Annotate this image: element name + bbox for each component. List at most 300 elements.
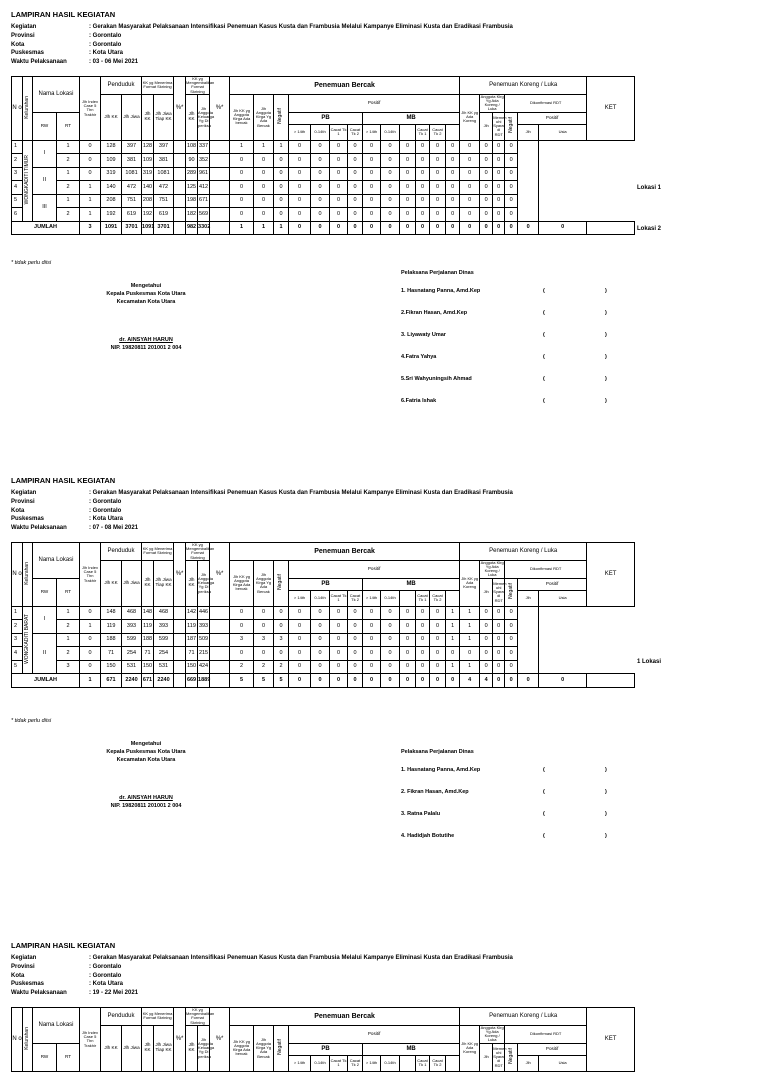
cell: 0 [460, 167, 480, 181]
info-label: Kegiatan [11, 490, 37, 496]
cell: 0 [330, 154, 348, 168]
header-cell: RT [57, 112, 80, 140]
cell: 148 [142, 606, 154, 620]
info-label: Waktu Pelaksanaan [11, 59, 67, 66]
col-negatif: Negatif [274, 1025, 289, 1071]
header-cell: Jlh [480, 1043, 493, 1071]
report-section-1 [11, 10, 761, 445]
pelaksana-name: 4.Fatra Yahya [401, 354, 437, 360]
cell: 0 [430, 221, 446, 235]
cell: 0 [539, 221, 587, 235]
cell: 0 [289, 208, 311, 222]
cell: 0 [80, 647, 101, 661]
pelaksana-item [401, 288, 607, 310]
col-penduduk: Penduduk [101, 1008, 142, 1026]
cell: 0 [274, 181, 289, 195]
cell: 0 [348, 647, 363, 661]
bracket-close: ) [605, 398, 607, 404]
waktu-value: : 03 - 06 Mei 2021 [89, 59, 139, 66]
report-title: LAMPIRAN HASIL KEGIATAN [11, 10, 116, 19]
cell: 0 [363, 221, 381, 235]
cell: 0 [416, 140, 430, 154]
cell: 2 [254, 660, 274, 674]
cell: 0 [430, 167, 446, 181]
cell: 0 [493, 674, 505, 688]
header-cell: Jlh KK [186, 560, 198, 606]
bracket-open: ( [543, 354, 545, 360]
cell: 188 [101, 633, 122, 647]
header-cell: Dikonfirmasi RDT [505, 94, 587, 112]
provinsi-value: : Gorontalo [89, 498, 122, 505]
header-cell: Jlh KK [186, 94, 198, 140]
cell: II [33, 633, 57, 674]
cell: 0 [505, 181, 518, 195]
cell: 472 [154, 181, 174, 195]
cell: 140 [101, 181, 122, 195]
info-label: Kota [11, 507, 25, 514]
pelaksana-item [401, 811, 607, 833]
header-cell: RW [33, 578, 57, 606]
ket-lokasi: 1 Lokasi [637, 659, 662, 665]
pelaksana-name: 5.Sri Wahyuningsih Ahmad [401, 376, 472, 382]
col-negatif: Negatif [274, 94, 289, 140]
cell: 0 [274, 620, 289, 634]
col-no: N o [12, 77, 23, 141]
cell: 119 [142, 620, 154, 634]
cell: 0 [363, 208, 381, 222]
cell: 0 [311, 154, 330, 168]
cell: 0 [330, 140, 348, 154]
jumlah-label: JUMLAH [12, 221, 80, 235]
header-cell: Jlh KK yg Anggota Klrga Ada bercak [230, 94, 254, 140]
cell: 982 [186, 221, 198, 235]
cell: 0 [363, 606, 381, 620]
col-negatif-2: Negatif [505, 578, 518, 606]
col-ket: KET [587, 77, 635, 141]
cell: 0 [274, 167, 289, 181]
table-row [12, 154, 635, 168]
cell: 208 [101, 194, 122, 208]
col-penduduk: Penduduk [101, 543, 142, 561]
pelaksana-item [401, 376, 607, 398]
cell: 109 [142, 154, 154, 168]
header-cell: Cacat Tk 2 [430, 124, 446, 140]
cell: 0 [416, 606, 430, 620]
header-cell [446, 1055, 460, 1071]
header-cell: Jlh Anggota Klrga Yg Ada Bercak [254, 94, 274, 140]
cell: 0 [480, 620, 493, 634]
provinsi-value: : Gorontalo [89, 32, 122, 39]
cell: 0 [80, 633, 101, 647]
cell: 3 [12, 633, 23, 647]
cell: 0 [80, 660, 101, 674]
table-row [12, 660, 635, 674]
cell: I [33, 140, 57, 167]
cell: 0 [446, 181, 460, 195]
cell: 188 [142, 633, 154, 647]
kegiatan-value: : Gerakan Masyarakat Pelaksanaan Intensifikasi Penemuan Kasus Kusta dan Frambusia Melalui Kampanye Eliminasi Kusta dan Eradikasi Frambusia [89, 490, 513, 496]
cell: 1 [230, 140, 254, 154]
cell: 509 [198, 633, 210, 647]
cell: 0 [230, 194, 254, 208]
bracket-close: ) [605, 833, 607, 839]
cell: 2 [57, 154, 80, 168]
cell [210, 633, 230, 647]
cell: 1 [57, 633, 80, 647]
waktu-value: : 07 - 08 Mei 2021 [89, 525, 139, 532]
cell: 0 [311, 167, 330, 181]
cell: 0 [416, 674, 430, 688]
cell: 0 [400, 674, 416, 688]
cell: 0 [348, 208, 363, 222]
bracket-close: ) [605, 789, 607, 795]
cell: 128 [142, 140, 154, 154]
header-cell: Cacat Tk 2 [348, 124, 363, 140]
cell: 0 [480, 660, 493, 674]
cell: 1 [446, 633, 460, 647]
info-label: Puskesmas [11, 981, 45, 988]
header-cell: Usia [539, 590, 587, 606]
cell: 0 [254, 181, 274, 195]
cell: 1091 [101, 221, 122, 235]
header-cell: Jlh KK [142, 1025, 154, 1071]
cell: 0 [416, 154, 430, 168]
header-cell: Jlh Jiwa Tiap KK [154, 560, 174, 606]
header-cell: Cacat Tk 1 [330, 1055, 348, 1071]
cell: 108 [186, 140, 198, 154]
cell: 0 [80, 606, 101, 620]
header-cell: Jlh Jiwa Tiap KK [154, 94, 174, 140]
header-cell: > 14th [363, 590, 381, 606]
cell: 0 [400, 167, 416, 181]
cell: 90 [186, 154, 198, 168]
cell: 0 [363, 154, 381, 168]
header-cell: > 14th [289, 1055, 311, 1071]
cell: 1 [80, 208, 101, 222]
header-cell [446, 124, 460, 140]
cell: 0 [430, 154, 446, 168]
header-cell: Anggota Klrg Yg Ada Koreng / Luka [480, 1024, 504, 1043]
cell: 182 [186, 208, 198, 222]
col-pct: %* [174, 543, 186, 607]
cell: 0 [493, 154, 505, 168]
cell: 0 [381, 208, 400, 222]
cell: 468 [154, 606, 174, 620]
pelaksana-title: Pelaksana Perjalanan Dinas [401, 749, 474, 755]
header-cell: Anggota Klrg Yg Ada Koreng / Luka [480, 559, 504, 578]
cell: 0 [400, 660, 416, 674]
cell: 0 [493, 620, 505, 634]
cell: 0 [330, 620, 348, 634]
cell [210, 208, 230, 222]
header-cell: Jlh KK [101, 1025, 122, 1071]
results-table-partial [11, 1007, 635, 1072]
cell: III [33, 194, 57, 221]
header-cell: Positif [518, 578, 587, 590]
header-cell: Positif [289, 560, 460, 578]
cell: 150 [142, 660, 154, 674]
col-penemuan-bercak: Penemuan Bercak [230, 1008, 460, 1026]
col-penemuan-bercak: Penemuan Bercak [230, 543, 460, 561]
cell: 0 [430, 140, 446, 154]
cell: 1 [274, 221, 289, 235]
cell: 0 [311, 660, 330, 674]
cell [587, 221, 635, 235]
col-no: N o [12, 1008, 23, 1072]
header-cell: RW [33, 112, 57, 140]
cell: 0 [381, 221, 400, 235]
header-cell: Jlh KK [186, 1025, 198, 1071]
header-cell: Jlh [480, 578, 493, 606]
cell: 0 [430, 647, 446, 661]
cell: 254 [154, 647, 174, 661]
cell: 3701 [122, 221, 142, 235]
cell: 0 [254, 194, 274, 208]
cell: 0 [381, 194, 400, 208]
cell: 0 [381, 140, 400, 154]
cell: 4 [12, 647, 23, 661]
kecamatan-label: Kecamatan Kota Utara [116, 757, 176, 763]
mengetahui-label: Mengetahui [130, 283, 162, 289]
cell: 0 [348, 140, 363, 154]
cell [174, 140, 186, 154]
cell: 0 [400, 620, 416, 634]
cell [174, 660, 186, 674]
cell: 0 [289, 167, 311, 181]
cell: 5 [12, 660, 23, 674]
cell: 0 [416, 221, 430, 235]
kegiatan-value: : Gerakan Masyarakat Pelaksanaan Intensifikasi Penemuan Kasus Kusta dan Frambusia Melalui Kampanye Eliminasi Kusta dan Eradikasi Frambusia [89, 955, 513, 961]
cell: 0 [311, 606, 330, 620]
cell: 0 [330, 181, 348, 195]
cell [174, 620, 186, 634]
cell: 0 [493, 633, 505, 647]
header-cell: Jlh Anggota Keluarga Yg Di periksa [198, 560, 210, 606]
cell: 0 [230, 181, 254, 195]
cell: 0 [348, 181, 363, 195]
info-label: Provinsi [11, 963, 35, 970]
cell: 619 [122, 208, 142, 222]
header-cell: Jlh KK [142, 94, 154, 140]
cell [210, 674, 230, 688]
cell: 0 [289, 140, 311, 154]
cell: 0 [446, 647, 460, 661]
col-negatif: Negatif [274, 560, 289, 606]
cell: 0 [430, 181, 446, 195]
cell: 4 [12, 181, 23, 195]
cell: 4 [460, 674, 480, 688]
cell: 0 [230, 167, 254, 181]
cell: 0 [416, 167, 430, 181]
cell: 150 [101, 660, 122, 674]
cell: 0 [416, 647, 430, 661]
cell: 319 [142, 167, 154, 181]
total-row [12, 674, 635, 688]
header-cell: > 14th [363, 124, 381, 140]
cell [210, 647, 230, 661]
bracket-close: ) [605, 767, 607, 773]
header-cell [400, 1055, 416, 1071]
cell: 0 [330, 674, 348, 688]
cell [210, 140, 230, 154]
header-cell: Jlh KK yg Ada Koreng [460, 1025, 480, 1071]
cell: 393 [122, 620, 142, 634]
pelaksana-list [401, 270, 607, 420]
header-cell: Jlh KK yg Anggota Klrga Ada bercak [230, 560, 254, 606]
cell: 0 [289, 660, 311, 674]
cell [210, 620, 230, 634]
header-cell: 0-14th [381, 1055, 400, 1071]
header-cell: MB [363, 1043, 460, 1055]
col-pct: %* [174, 1008, 186, 1072]
cell: 0 [348, 633, 363, 647]
cell: 0 [348, 620, 363, 634]
cell: 0 [480, 167, 493, 181]
header-cell: PB [289, 1043, 363, 1055]
cell: 0 [381, 167, 400, 181]
cell: 669 [186, 674, 198, 688]
bracket-open: ( [543, 833, 545, 839]
cell: 0 [289, 221, 311, 235]
header-cell: Cacat Tk 1 [416, 124, 430, 140]
bracket-open: ( [543, 288, 545, 294]
cell: 0 [348, 221, 363, 235]
cell [210, 181, 230, 195]
cell: 412 [198, 181, 210, 195]
cell: 0 [348, 660, 363, 674]
cell: 6 [12, 208, 23, 222]
cell: 0 [430, 633, 446, 647]
cell: 751 [122, 194, 142, 208]
info-label: Kota [11, 972, 25, 979]
cell: 5 [12, 194, 23, 208]
cell: 0 [348, 606, 363, 620]
cell: 1 [230, 221, 254, 235]
header-cell: Cacat Tk 1 [416, 1055, 430, 1071]
cell: 2 [57, 647, 80, 661]
cell: 3 [12, 167, 23, 181]
cell [174, 194, 186, 208]
header-cell: Jlh KK yg Ada Koreng [460, 560, 480, 606]
bracket-open: ( [543, 767, 545, 773]
cell: 0 [446, 674, 460, 688]
cell: 0 [348, 674, 363, 688]
pelaksana-item [401, 354, 607, 376]
bracket-close: ) [605, 354, 607, 360]
cell: 192 [142, 208, 154, 222]
col-kelurahan: Kelurahan [23, 1008, 33, 1072]
cell: 0 [381, 660, 400, 674]
cell: 0 [80, 140, 101, 154]
header-cell: > 14th [289, 124, 311, 140]
cell: 1 [80, 674, 101, 688]
cell: 0 [330, 194, 348, 208]
cell: 0 [505, 221, 518, 235]
header-cell: RT [57, 1043, 80, 1071]
cell: 0 [505, 674, 518, 688]
col-pct-2: %* [210, 77, 230, 141]
bracket-close: ) [605, 332, 607, 338]
info-label: Kota [11, 41, 25, 48]
kepala-label: Kepala Puskesmas Kota Utara [106, 749, 186, 755]
bracket-close: ) [605, 811, 607, 817]
cell: 289 [186, 167, 198, 181]
waktu-value: : 19 - 22 Mei 2021 [89, 990, 139, 997]
cell: 0 [230, 647, 254, 661]
puskesmas-value: : Kota Utara [89, 50, 124, 57]
cell: 187 [186, 633, 198, 647]
cell: 0 [400, 154, 416, 168]
cell: 0 [493, 606, 505, 620]
cell: 0 [363, 140, 381, 154]
cell: 140 [142, 181, 154, 195]
cell: 0 [381, 633, 400, 647]
header-cell: Anggota Klrg Yg Ada Koreng / Luka [480, 93, 504, 112]
cell: 0 [289, 647, 311, 661]
cell: 0 [400, 208, 416, 222]
cell: 0 [330, 208, 348, 222]
table-row [12, 647, 635, 661]
pelaksana-name: 1. Hasnatang Panna, Amd.Kep [401, 288, 481, 294]
header-cell: Jlh Jiwa [122, 560, 142, 606]
cell: I [33, 606, 57, 633]
cell: 1 [460, 633, 480, 647]
header-cell: Cacat Tk 1 [330, 124, 348, 140]
pelaksana-name: 3. Ratna Palalu [401, 811, 441, 817]
cell: 0 [539, 674, 587, 688]
header-cell: Cacat Tk 1 [416, 590, 430, 606]
cell: 3 [57, 660, 80, 674]
cell: 0 [330, 221, 348, 235]
bracket-close: ) [605, 288, 607, 294]
col-nama-lokasi: Nama Lokasi [33, 77, 80, 113]
cell: 3302 [198, 221, 210, 235]
kepala-label: Kepala Puskesmas Kota Utara [106, 291, 186, 297]
cell: 2240 [154, 674, 174, 688]
cell: 1 [446, 660, 460, 674]
cell: 0 [330, 633, 348, 647]
cell: 0 [311, 647, 330, 661]
cell: 192 [101, 208, 122, 222]
cell: 0 [311, 633, 330, 647]
cell: 0 [460, 140, 480, 154]
cell: 961 [198, 167, 210, 181]
cell: 0 [446, 221, 460, 235]
cell: 0 [381, 154, 400, 168]
header-cell: Jlh Anggota Keluarga Yg Di periksa [198, 1025, 210, 1071]
cell: 0 [505, 606, 518, 620]
cell: 0 [381, 620, 400, 634]
cell: 0 [446, 194, 460, 208]
cell: 0 [80, 154, 101, 168]
cell: 0 [493, 140, 505, 154]
cell: 254 [122, 647, 142, 661]
cell: 0 [493, 181, 505, 195]
cell: 0 [518, 674, 539, 688]
cell: 1 [460, 620, 480, 634]
signature-block [71, 282, 221, 352]
cell: 0 [416, 620, 430, 634]
cell: 1 [57, 606, 80, 620]
col-kelurahan: Kelurahan [23, 77, 33, 141]
cell: 0 [505, 154, 518, 168]
header-cell: RT [57, 578, 80, 606]
cell: 531 [154, 660, 174, 674]
kota-value: : Gorontalo [89, 507, 122, 514]
pelaksana-list [401, 749, 607, 855]
cell: 0 [416, 633, 430, 647]
cell: 446 [198, 606, 210, 620]
